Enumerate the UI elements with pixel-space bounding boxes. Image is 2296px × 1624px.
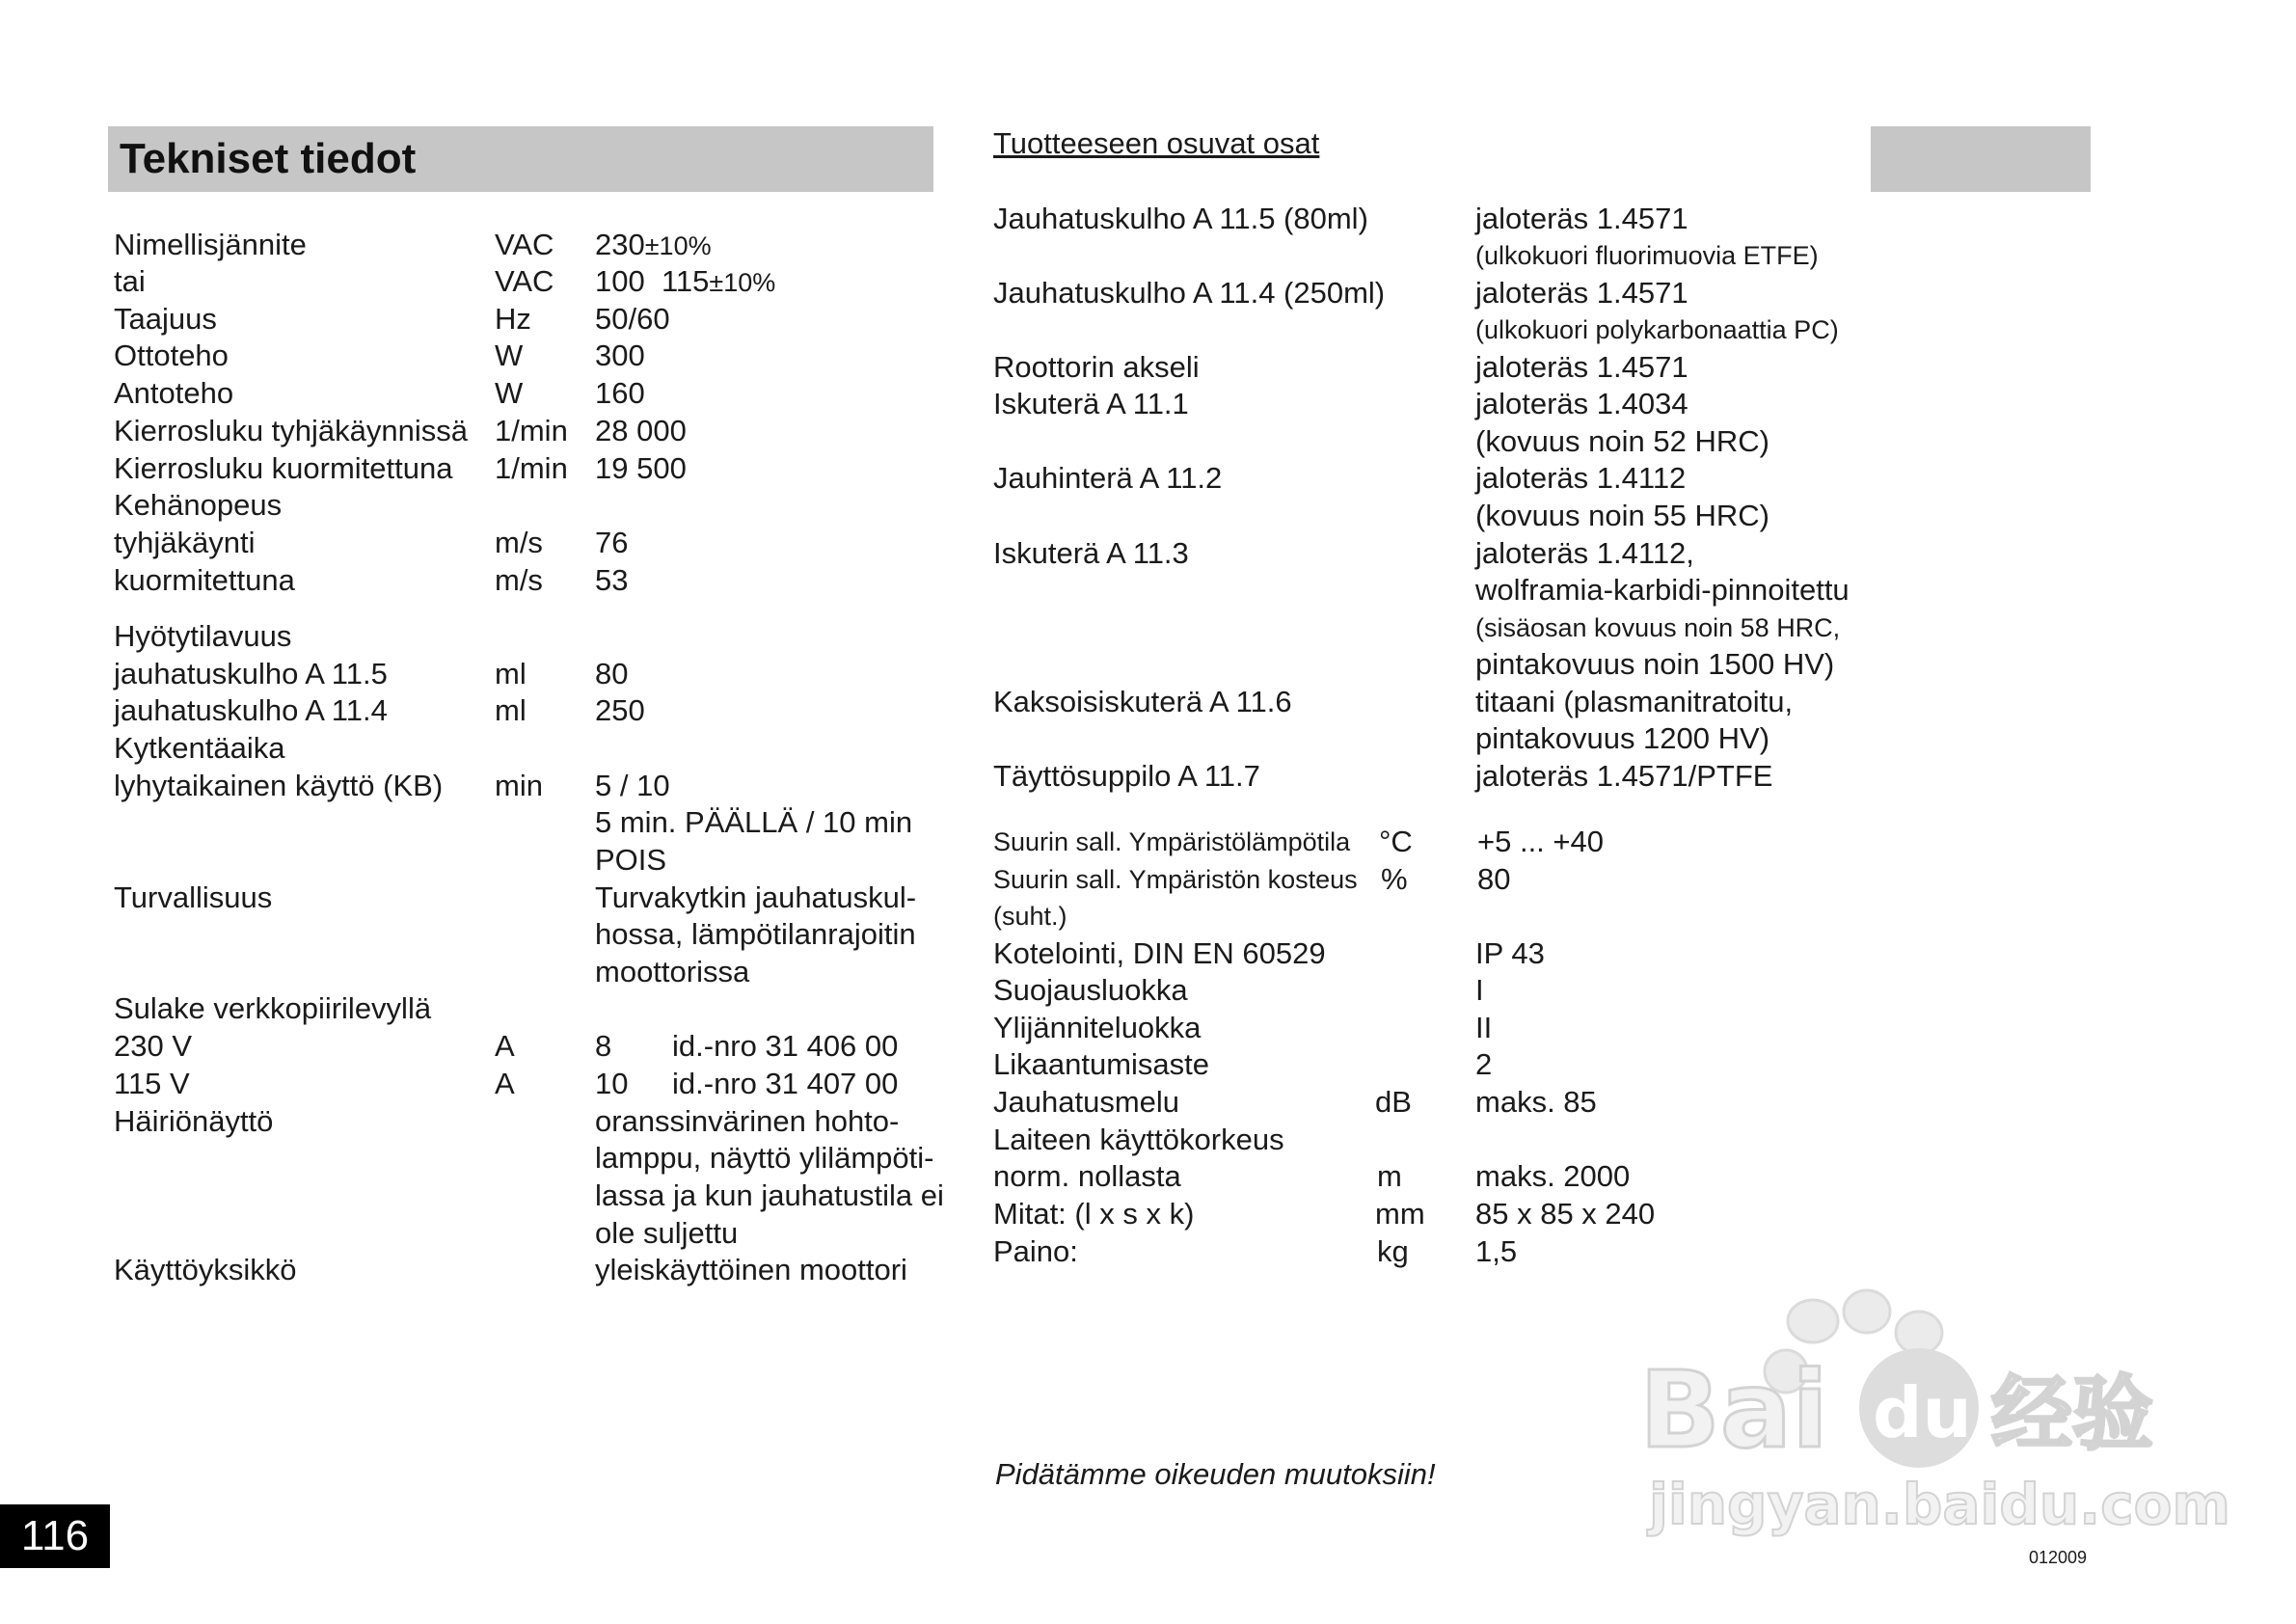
spec-unit: m/s bbox=[495, 563, 543, 597]
baidu-watermark bbox=[1630, 1283, 2230, 1553]
part-material: jaloteräs 1.4112 bbox=[1475, 461, 1687, 495]
part-label: Iskuterä A 11.1 bbox=[993, 387, 1189, 420]
spec-label: Hyötytilavuus bbox=[114, 619, 292, 653]
env-value: I bbox=[1475, 973, 1484, 1007]
env-label: Mitat: (l x s x k) bbox=[993, 1197, 1195, 1231]
spec-unit: VAC bbox=[495, 228, 554, 261]
spec-label: 230 V bbox=[114, 1029, 193, 1063]
spec-value: hossa, lämpötilanrajoitin bbox=[595, 917, 916, 951]
spec-value: 53 bbox=[595, 563, 629, 597]
env-unit: °C bbox=[1379, 825, 1413, 858]
spec-label: kuormitettuna bbox=[114, 563, 295, 597]
env-value: 2 bbox=[1475, 1047, 1493, 1081]
env-unit: m bbox=[1377, 1159, 1402, 1193]
part-material: jaloteräs 1.4571/PTFE bbox=[1475, 759, 1773, 793]
spec-value: 160 bbox=[595, 376, 645, 410]
watermark-brand-2: du bbox=[1873, 1372, 1972, 1453]
spec-label: Ottoteho bbox=[114, 338, 229, 372]
part-label: Kaksoisiskuterä A 11.6 bbox=[993, 685, 1292, 718]
env-label: Paino: bbox=[993, 1234, 1078, 1268]
env-value: II bbox=[1475, 1011, 1493, 1044]
spec-value: yleiskäyttöinen moottori bbox=[595, 1253, 907, 1286]
spec-unit: Hz bbox=[495, 302, 531, 336]
spec-id: id.-nro 31 407 00 bbox=[672, 1067, 899, 1100]
env-value: 85 x 85 x 240 bbox=[1475, 1197, 1656, 1231]
spec-label: jauhatuskulho A 11.5 bbox=[114, 657, 388, 690]
spec-label: Häiriönäyttö bbox=[114, 1104, 274, 1138]
env-unit: % bbox=[1381, 862, 1408, 896]
paw-toe-1 bbox=[1788, 1300, 1838, 1342]
spec-value: 80 bbox=[595, 657, 629, 690]
spec-label: Nimellisjännite bbox=[114, 228, 307, 261]
part-material: pintakovuus noin 1500 HV) bbox=[1475, 647, 1835, 681]
part-label: Jauhatuskulho A 11.4 (250ml) bbox=[993, 276, 1386, 310]
spec-label: 115 V bbox=[114, 1067, 190, 1100]
env-unit: dB bbox=[1375, 1085, 1412, 1119]
spec-unit: A bbox=[495, 1067, 515, 1100]
part-note: (ulkokuori fluorimuovia ETFE) bbox=[1475, 241, 1819, 270]
part-label: Jauhatuskulho A 11.5 (80ml) bbox=[993, 202, 1368, 235]
spec-label: Kytkentäaika bbox=[114, 731, 285, 765]
spec-value: lassa ja kun jauhatustila ei bbox=[595, 1178, 944, 1212]
footer-note: Pidätämme oikeuden muutoksiin! bbox=[995, 1457, 1436, 1491]
env-label: (suht.) bbox=[993, 902, 1067, 931]
spec-value: 5 / 10 bbox=[595, 769, 670, 802]
spec-unit: ml bbox=[495, 657, 527, 690]
paw-toe-2 bbox=[1844, 1290, 1890, 1333]
env-label: Suurin sall. Ympäristölämpötila bbox=[993, 827, 1351, 856]
spec-value: 250 bbox=[595, 693, 645, 727]
env-value: +5 ... +40 bbox=[1477, 825, 1604, 858]
part-material: jaloteräs 1.4571 bbox=[1475, 202, 1688, 235]
spec-label: tai bbox=[114, 264, 146, 298]
spec-label: Taajuus bbox=[114, 302, 217, 336]
spec-value: oranssinvärinen hohto- bbox=[595, 1104, 900, 1138]
spec-value: Turvakytkin jauhatuskul- bbox=[595, 880, 917, 914]
spec-label: Kehänopeus bbox=[114, 488, 283, 522]
spec-label: Kierrosluku kuormitettuna bbox=[114, 451, 453, 485]
spec-unit: VAC bbox=[495, 264, 554, 298]
env-value: maks. 85 bbox=[1475, 1085, 1597, 1119]
spec-value: ole suljettu bbox=[595, 1216, 739, 1250]
part-label: Iskuterä A 11.3 bbox=[993, 536, 1189, 570]
parts-section-title: Tuotteeseen osuvat osat bbox=[993, 126, 1320, 160]
part-label: Jauhinterä A 11.2 bbox=[993, 461, 1223, 495]
part-note: (ulkokuori polykarbonaattia PC) bbox=[1475, 315, 1839, 344]
document-code: 012009 bbox=[2029, 1548, 2088, 1567]
spec-value: 230±10% bbox=[595, 228, 712, 261]
spec-value: 5 min. PÄÄLLÄ / 10 min bbox=[595, 805, 913, 839]
spec-label: Sulake verkkopiirilevyllä bbox=[114, 991, 432, 1025]
env-label: Suurin sall. Ympäristön kosteus bbox=[993, 865, 1358, 894]
spec-unit: 1/min bbox=[495, 414, 568, 447]
spec-label: jauhatuskulho A 11.4 bbox=[114, 693, 388, 727]
spec-label: Turvallisuus bbox=[114, 880, 273, 914]
part-material: titaani (plasmanitratoitu, bbox=[1475, 685, 1794, 718]
part-label: Täyttösuppilo A 11.7 bbox=[993, 759, 1260, 793]
spec-label: lyhytaikainen käyttö (KB) bbox=[114, 769, 444, 802]
paw-toe-3 bbox=[1896, 1312, 1942, 1354]
spec-value: lamppu, näyttö ylilämpöti- bbox=[595, 1141, 934, 1175]
spec-value: 300 bbox=[595, 338, 645, 372]
env-label: Suojausluokka bbox=[993, 973, 1188, 1007]
env-value: 1,5 bbox=[1475, 1234, 1518, 1268]
spec-unit: ml bbox=[495, 693, 527, 727]
watermark-brand: Bai bbox=[1639, 1348, 1828, 1472]
env-value: IP 43 bbox=[1475, 936, 1545, 970]
part-material: jaloteräs 1.4034 bbox=[1475, 387, 1688, 420]
env-value: 80 bbox=[1477, 862, 1511, 896]
spec-value: 8 bbox=[595, 1029, 612, 1063]
tab-marker bbox=[1871, 126, 2091, 192]
env-label: norm. nollasta bbox=[993, 1159, 1181, 1193]
spec-label: tyhjäkäynti bbox=[114, 526, 256, 559]
spec-value: moottorissa bbox=[595, 955, 750, 988]
part-note: (sisäosan kovuus noin 58 HRC, bbox=[1475, 613, 1841, 642]
part-material: (kovuus noin 55 HRC) bbox=[1475, 499, 1769, 532]
env-label: Ylijänniteluokka bbox=[993, 1011, 1202, 1044]
part-material: pintakovuus 1200 HV) bbox=[1475, 721, 1770, 755]
page-title: Tekniset tiedot bbox=[120, 135, 417, 182]
env-label: Kotelointi, DIN EN 60529 bbox=[993, 936, 1326, 970]
spec-unit: W bbox=[495, 338, 524, 372]
env-label: Laiteen käyttökorkeus bbox=[993, 1123, 1284, 1156]
page-number: 116 bbox=[0, 1504, 110, 1568]
spec-value: 76 bbox=[595, 526, 629, 559]
watermark-cn: 经验 bbox=[1991, 1367, 2154, 1461]
watermark-url: jingyan.baidu.com bbox=[1649, 1472, 2230, 1537]
spec-unit: m/s bbox=[495, 526, 543, 559]
spec-value: 100 115±10% bbox=[595, 264, 776, 298]
part-material: jaloteräs 1.4571 bbox=[1475, 350, 1688, 384]
spec-value: 28 000 bbox=[595, 414, 687, 447]
spec-label: Käyttöyksikkö bbox=[114, 1253, 297, 1286]
part-material: jaloteräs 1.4112, bbox=[1475, 536, 1694, 570]
spec-id: id.-nro 31 406 00 bbox=[672, 1029, 899, 1063]
env-label: Jauhatusmelu bbox=[993, 1085, 1180, 1119]
spec-unit: min bbox=[495, 769, 543, 802]
part-material: jaloteräs 1.4571 bbox=[1475, 276, 1688, 310]
spec-unit: 1/min bbox=[495, 451, 568, 485]
part-label: Roottorin akseli bbox=[993, 350, 1200, 384]
spec-unit: W bbox=[495, 376, 524, 410]
spec-unit: A bbox=[495, 1029, 515, 1063]
part-material: wolframia-karbidi-pinnoitettu bbox=[1475, 573, 1850, 607]
spec-value: 19 500 bbox=[595, 451, 687, 485]
spec-label: Antoteho bbox=[114, 376, 234, 410]
spec-value: 50/60 bbox=[595, 302, 670, 336]
env-unit: mm bbox=[1375, 1197, 1425, 1231]
env-label: Likaantumisaste bbox=[993, 1047, 1210, 1081]
env-value: maks. 2000 bbox=[1475, 1159, 1631, 1193]
spec-value: 10 bbox=[595, 1067, 629, 1100]
spec-label: Kierrosluku tyhjäkäynnissä bbox=[114, 414, 469, 447]
part-material: (kovuus noin 52 HRC) bbox=[1475, 424, 1769, 458]
env-unit: kg bbox=[1377, 1234, 1409, 1268]
spec-value: POIS bbox=[595, 843, 667, 877]
